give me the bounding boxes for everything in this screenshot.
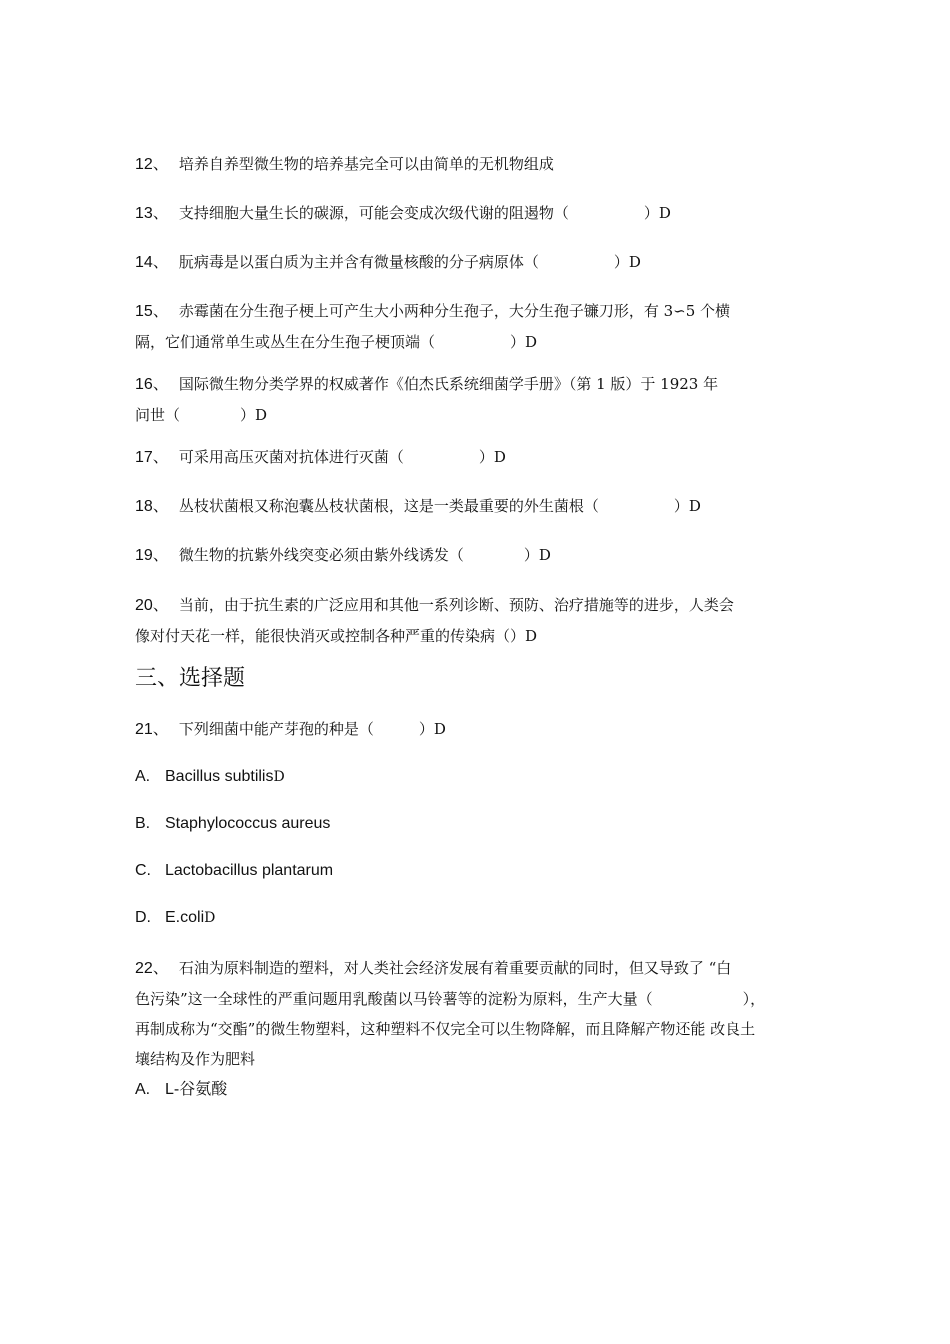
option-letter: C. bbox=[135, 862, 151, 879]
question-text: 当前，由于抗生素的广泛应用和其他一系列诊断、预防、治疗措施等的进步，人类会 bbox=[178, 596, 734, 614]
question-13 bbox=[135, 198, 835, 229]
question-text-continued: 隔，它们通常单生或丛生在分生孢子梗顶端（ ）D bbox=[135, 333, 538, 351]
option-a-22 bbox=[135, 1078, 227, 1102]
option-b bbox=[135, 812, 330, 836]
question-number: 20、 bbox=[135, 597, 169, 614]
question-text: 丛枝状菌根又称泡囊丛枝状菌根，这是一类最重要的外生菌根（ ）D bbox=[178, 497, 701, 515]
question-12 bbox=[135, 149, 835, 180]
option-text: Lactobacillus plantarum bbox=[165, 862, 334, 879]
option-text: Staphylococcus aureus bbox=[165, 815, 331, 832]
option-letter: A. bbox=[135, 1081, 151, 1098]
question-text: 可采用高压灭菌对抗体进行灭菌（ ）D bbox=[178, 448, 506, 466]
option-d bbox=[135, 906, 215, 930]
question-text: 下列细菌中能产芽孢的种是（ ）D bbox=[178, 720, 446, 738]
question-text: 朊病毒是以蛋白质为主并含有微量核酸的分子病原体（ ）D bbox=[178, 253, 641, 271]
question-number: 22、 bbox=[135, 960, 169, 977]
option-c bbox=[135, 859, 333, 883]
question-21 bbox=[135, 714, 835, 745]
question-20 bbox=[135, 590, 835, 651]
option-letter: D. bbox=[135, 909, 151, 926]
option-text: Bacillus subtilis bbox=[165, 768, 274, 785]
question-text-continued: 像对付天花一样，能很快消灭或控制各种严重的传染病（）D bbox=[135, 627, 538, 645]
question-text-continued: 壤结构及作为肥料 bbox=[135, 1050, 256, 1068]
question-number: 12、 bbox=[135, 156, 169, 173]
answer-mark: D bbox=[204, 910, 216, 926]
option-letter: B. bbox=[135, 815, 151, 832]
question-text-continued: 色污染”这一全球性的严重问题用乳酸菌以马铃薯等的淀粉为原料，生产大量（ ）， bbox=[135, 990, 766, 1008]
question-text: 国际微生物分类学界的权威著作《伯杰氏系统细菌学手册》（第 1 版）于 1923 年 bbox=[178, 375, 719, 393]
question-text: 赤霉菌在分生孢子梗上可产生大小两种分生孢子，大分生孢子镰刀形，有 3∽5 个横 bbox=[178, 302, 731, 320]
question-17 bbox=[135, 442, 835, 473]
answer-mark: D bbox=[273, 769, 285, 785]
question-text-continued: 再制成称为“交酯”的微生物塑料，这种塑料不仅完全可以生物降解，而且降解产物还能 改良土 bbox=[135, 1020, 756, 1038]
question-text-continued: 问世（ ）D bbox=[135, 406, 268, 424]
option-a bbox=[135, 765, 285, 789]
option-text: L-谷氨酸 bbox=[165, 1081, 228, 1098]
question-text: 培养自养型微生物的培养基完全可以由简单的无机物组成 bbox=[178, 155, 554, 173]
question-text: 微生物的抗紫外线突变必须由紫外线诱发（ ）D bbox=[178, 546, 551, 564]
question-16 bbox=[135, 369, 835, 430]
question-number: 19、 bbox=[135, 547, 169, 564]
question-text: 支持细胞大量生长的碳源，可能会变成次级代谢的阻遏物（ ）D bbox=[178, 204, 671, 222]
question-number: 18、 bbox=[135, 498, 169, 515]
question-number: 15、 bbox=[135, 303, 169, 320]
question-15 bbox=[135, 296, 835, 357]
question-number: 17、 bbox=[135, 449, 169, 466]
question-18 bbox=[135, 491, 835, 522]
question-14 bbox=[135, 247, 835, 278]
question-number: 13、 bbox=[135, 205, 169, 222]
question-19 bbox=[135, 540, 835, 571]
question-number: 21、 bbox=[135, 721, 169, 738]
question-number: 14、 bbox=[135, 254, 169, 271]
question-22 bbox=[135, 953, 835, 1074]
option-letter: A. bbox=[135, 768, 151, 785]
section-title: 三、选择题 bbox=[135, 666, 246, 691]
option-text: E.coli bbox=[165, 909, 205, 926]
question-text: 石油为原料制造的塑料，对人类社会经济发展有着重要贡献的同时，但又导致了 “白 bbox=[178, 959, 732, 977]
question-number: 16、 bbox=[135, 376, 169, 393]
